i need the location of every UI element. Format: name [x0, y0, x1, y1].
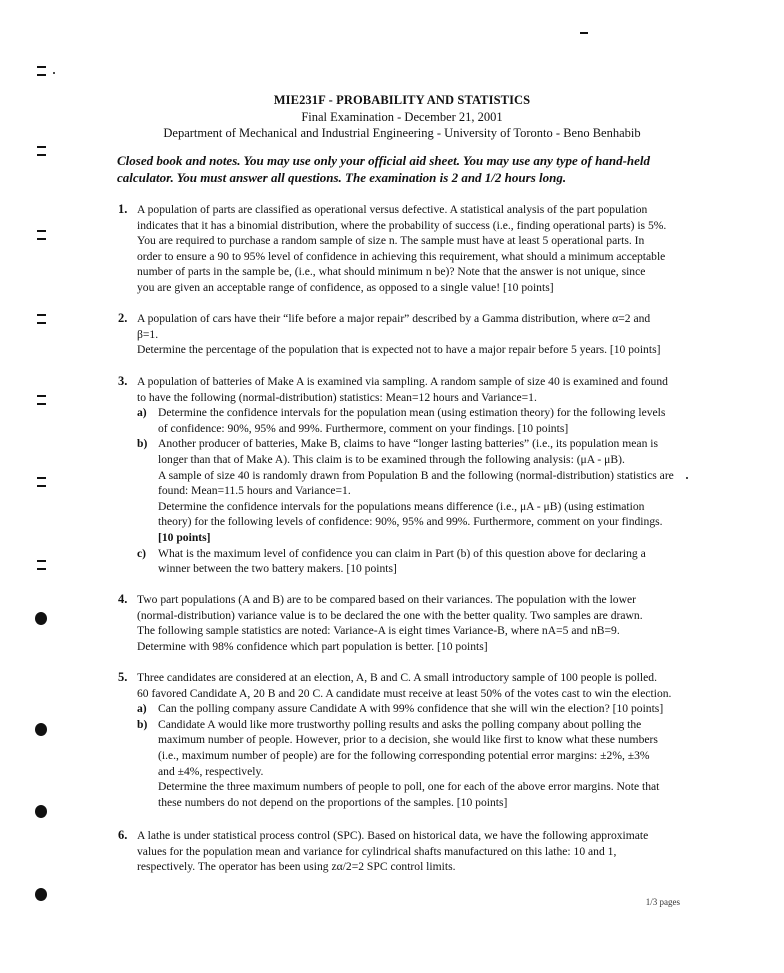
scan-mark [37, 230, 46, 232]
question-5 [118, 670, 688, 810]
question-line: of confidence: 90%, 95% and 99%. Furthermore, comment on your findings. [10 points] [158, 421, 569, 435]
question-line: found: Mean=11.5 hours and Variance=1. [158, 484, 351, 498]
question-line: A sample of size 40 is randomly drawn from Population B and the following (normal-distribution) statistics are [158, 468, 674, 482]
question-line: Two part populations (A and B) are to be compared based on their variances. The population with the lower [137, 593, 636, 606]
exam-date: Final Examination - December 21, 2001 [301, 110, 503, 124]
scan-mark [37, 154, 46, 156]
question-line: You are required to purchase a random sample of size n. The sample must have at least 5 operational parts. In [137, 234, 645, 248]
scan-mark [37, 146, 46, 148]
subquestion-label: c) [137, 546, 147, 560]
question-number: 1. [118, 202, 128, 216]
subquestion-3b [137, 436, 688, 545]
question-line: indicates that it has a binomial distribution, where the probability of success (i.e., finding operational parts) is 5%. [137, 218, 667, 232]
subquestion-5a [137, 701, 688, 717]
question-line: longer than that of Make A). This claim is to be examined through the following analysis: (μA - μB). [158, 452, 625, 466]
subquestion-3c [137, 546, 688, 577]
exam-title: MIE231F - PROBABILITY AND STATISTICS [273, 93, 531, 107]
question-number: 5. [118, 670, 128, 684]
question-line: The following sample statistics are noted: Variance-A is eight times Variance-B, where nA=5 and nB=9. [137, 624, 620, 638]
question-line: maximum number of people. However, prior to a decision, she would like first to know what these numbers [158, 733, 658, 747]
question-line: number of parts in the sample be, (i.e., what should minimum n be)? Note that the answer is not unique, since [137, 265, 646, 279]
question-line: order to ensure a 90 to 95% level of confidence in achieving this requirement, what should a minimum acceptable [137, 249, 666, 263]
question-line: these numbers do not depend on the proportions of the samples. [10 points] [158, 795, 508, 809]
question-line: A population of batteries of Make A is examined via sampling. A random sample of size 40 is examined and found [137, 375, 668, 388]
question-line: Determine the percentage of the population that is expected not to have a major repair before 5 years. [10 points] [137, 343, 661, 357]
question-line: Another producer of batteries, Make B, claims to have “longer lasting batteries” (i.e., its population mean is [158, 437, 658, 451]
instruction-line: Closed book and notes. You may use only your official aid sheet. You may use any type of hand-held [117, 153, 651, 168]
scan-mark [37, 238, 46, 240]
scan-mark [37, 66, 46, 68]
question-line: What is the maximum level of confidence you can claim in Part (b) of this question above for declaring a [158, 546, 646, 560]
question-line: you are given an acceptable range of confidence, as opposed to a single value! [10 points] [137, 280, 554, 294]
question-line: 60 favored Candidate A, 20 B and 20 C. A candidate must receive at least 50% of the votes cast to win the election. [137, 686, 672, 700]
question-line: Determine the confidence intervals for the populations means difference (i.e., μA - μB) (using estimation [158, 499, 645, 513]
question-line: A lathe is under statistical process control (SPC). Based on historical data, we have the following approximate [137, 829, 649, 842]
question-line: β=1. [137, 327, 159, 341]
question-line: (normal-distribution) variance value is to be declared the one with the better quality. Two samples are drawn. [137, 608, 643, 622]
scan-mark [35, 805, 47, 818]
scan-mark [580, 32, 588, 34]
question-line: A population of parts are classified as operational versus defective. A statistical analysis of the part population [137, 203, 648, 216]
subquestion-label: a) [137, 406, 147, 420]
scan-mark [37, 74, 46, 76]
scan-mark [35, 888, 47, 901]
subquestion-label: b) [137, 717, 148, 731]
exam-affiliation: Department of Mechanical and Industrial Engineering - University of Toronto - Beno Benhabib [163, 126, 641, 140]
scan-mark [37, 560, 46, 562]
question-number: 2. [118, 311, 128, 325]
question-line: values for the population mean and variance for cylindrical shafts manufactured on this lathe: 10 and 1, [137, 844, 617, 858]
question-line: (i.e., maximum number of people) are for the following corresponding potential error margins: ±2%, ±3% [158, 748, 650, 762]
scan-mark [37, 485, 46, 487]
scan-mark [37, 403, 46, 405]
question-line: Can the polling company assure Candidate A with 99% confidence that she will win the election? [10 points] [158, 702, 664, 716]
question-2 [118, 311, 688, 358]
instruction-line: calculator. You must answer all questions. The examination is 2 and 1/2 hours long. [117, 170, 567, 185]
question-number: 3. [118, 374, 128, 388]
scan-mark [37, 314, 46, 316]
page-footer: 1/3 pages [645, 897, 680, 907]
question-line: A population of cars have their “life before a major repair” described by a Gamma distribution, where α=2 and [137, 312, 651, 325]
question-line: Determine the confidence intervals for the population mean (using estimation theory) for the following levels [158, 406, 666, 420]
subquestion-label: a) [137, 702, 147, 716]
subquestion-5b [137, 717, 688, 811]
question-line: and ±4%, respectively. [158, 764, 264, 778]
question-number: 4. [118, 592, 128, 606]
question-line: Determine the three maximum numbers of people to poll, one for each of the above error margins. Note that [158, 780, 660, 794]
scan-mark [37, 322, 46, 324]
question-line: to have the following (normal-distribution) statistics: Mean=12 hours and Variance=1. [137, 390, 537, 404]
question-3 [118, 374, 688, 577]
question-number: 6. [118, 828, 128, 842]
question-line: Determine with 98% confidence which part population is better. [10 points] [137, 639, 488, 653]
question-line: respectively. The operator has been using zα/2=2 SPC control limits. [137, 860, 456, 874]
scan-mark [35, 723, 47, 736]
question-1 [118, 202, 688, 296]
scan-mark [37, 395, 46, 397]
question-line: winner between the two battery makers. [10 points] [158, 562, 397, 576]
question-line: Candidate A would like more trustworthy polling results and asks the polling company about polling the [158, 717, 642, 731]
question-line: [10 points] [158, 530, 211, 544]
question-6 [118, 828, 688, 875]
question-4 [118, 592, 688, 654]
scan-mark [37, 477, 46, 479]
scan-mark [37, 568, 46, 570]
scan-mark [53, 72, 55, 74]
subquestion-label: b) [137, 437, 148, 451]
question-line: theory) for the following levels of confidence: 90%, 95% and 99%. Furthermore, comment on your findings. [158, 515, 663, 529]
subquestion-3a [137, 405, 688, 436]
exam-instructions [117, 152, 702, 186]
scan-mark [35, 612, 47, 625]
question-line: Three candidates are considered at an election, A, B and C. A small introductory sample of 100 people is polled. [137, 671, 657, 684]
